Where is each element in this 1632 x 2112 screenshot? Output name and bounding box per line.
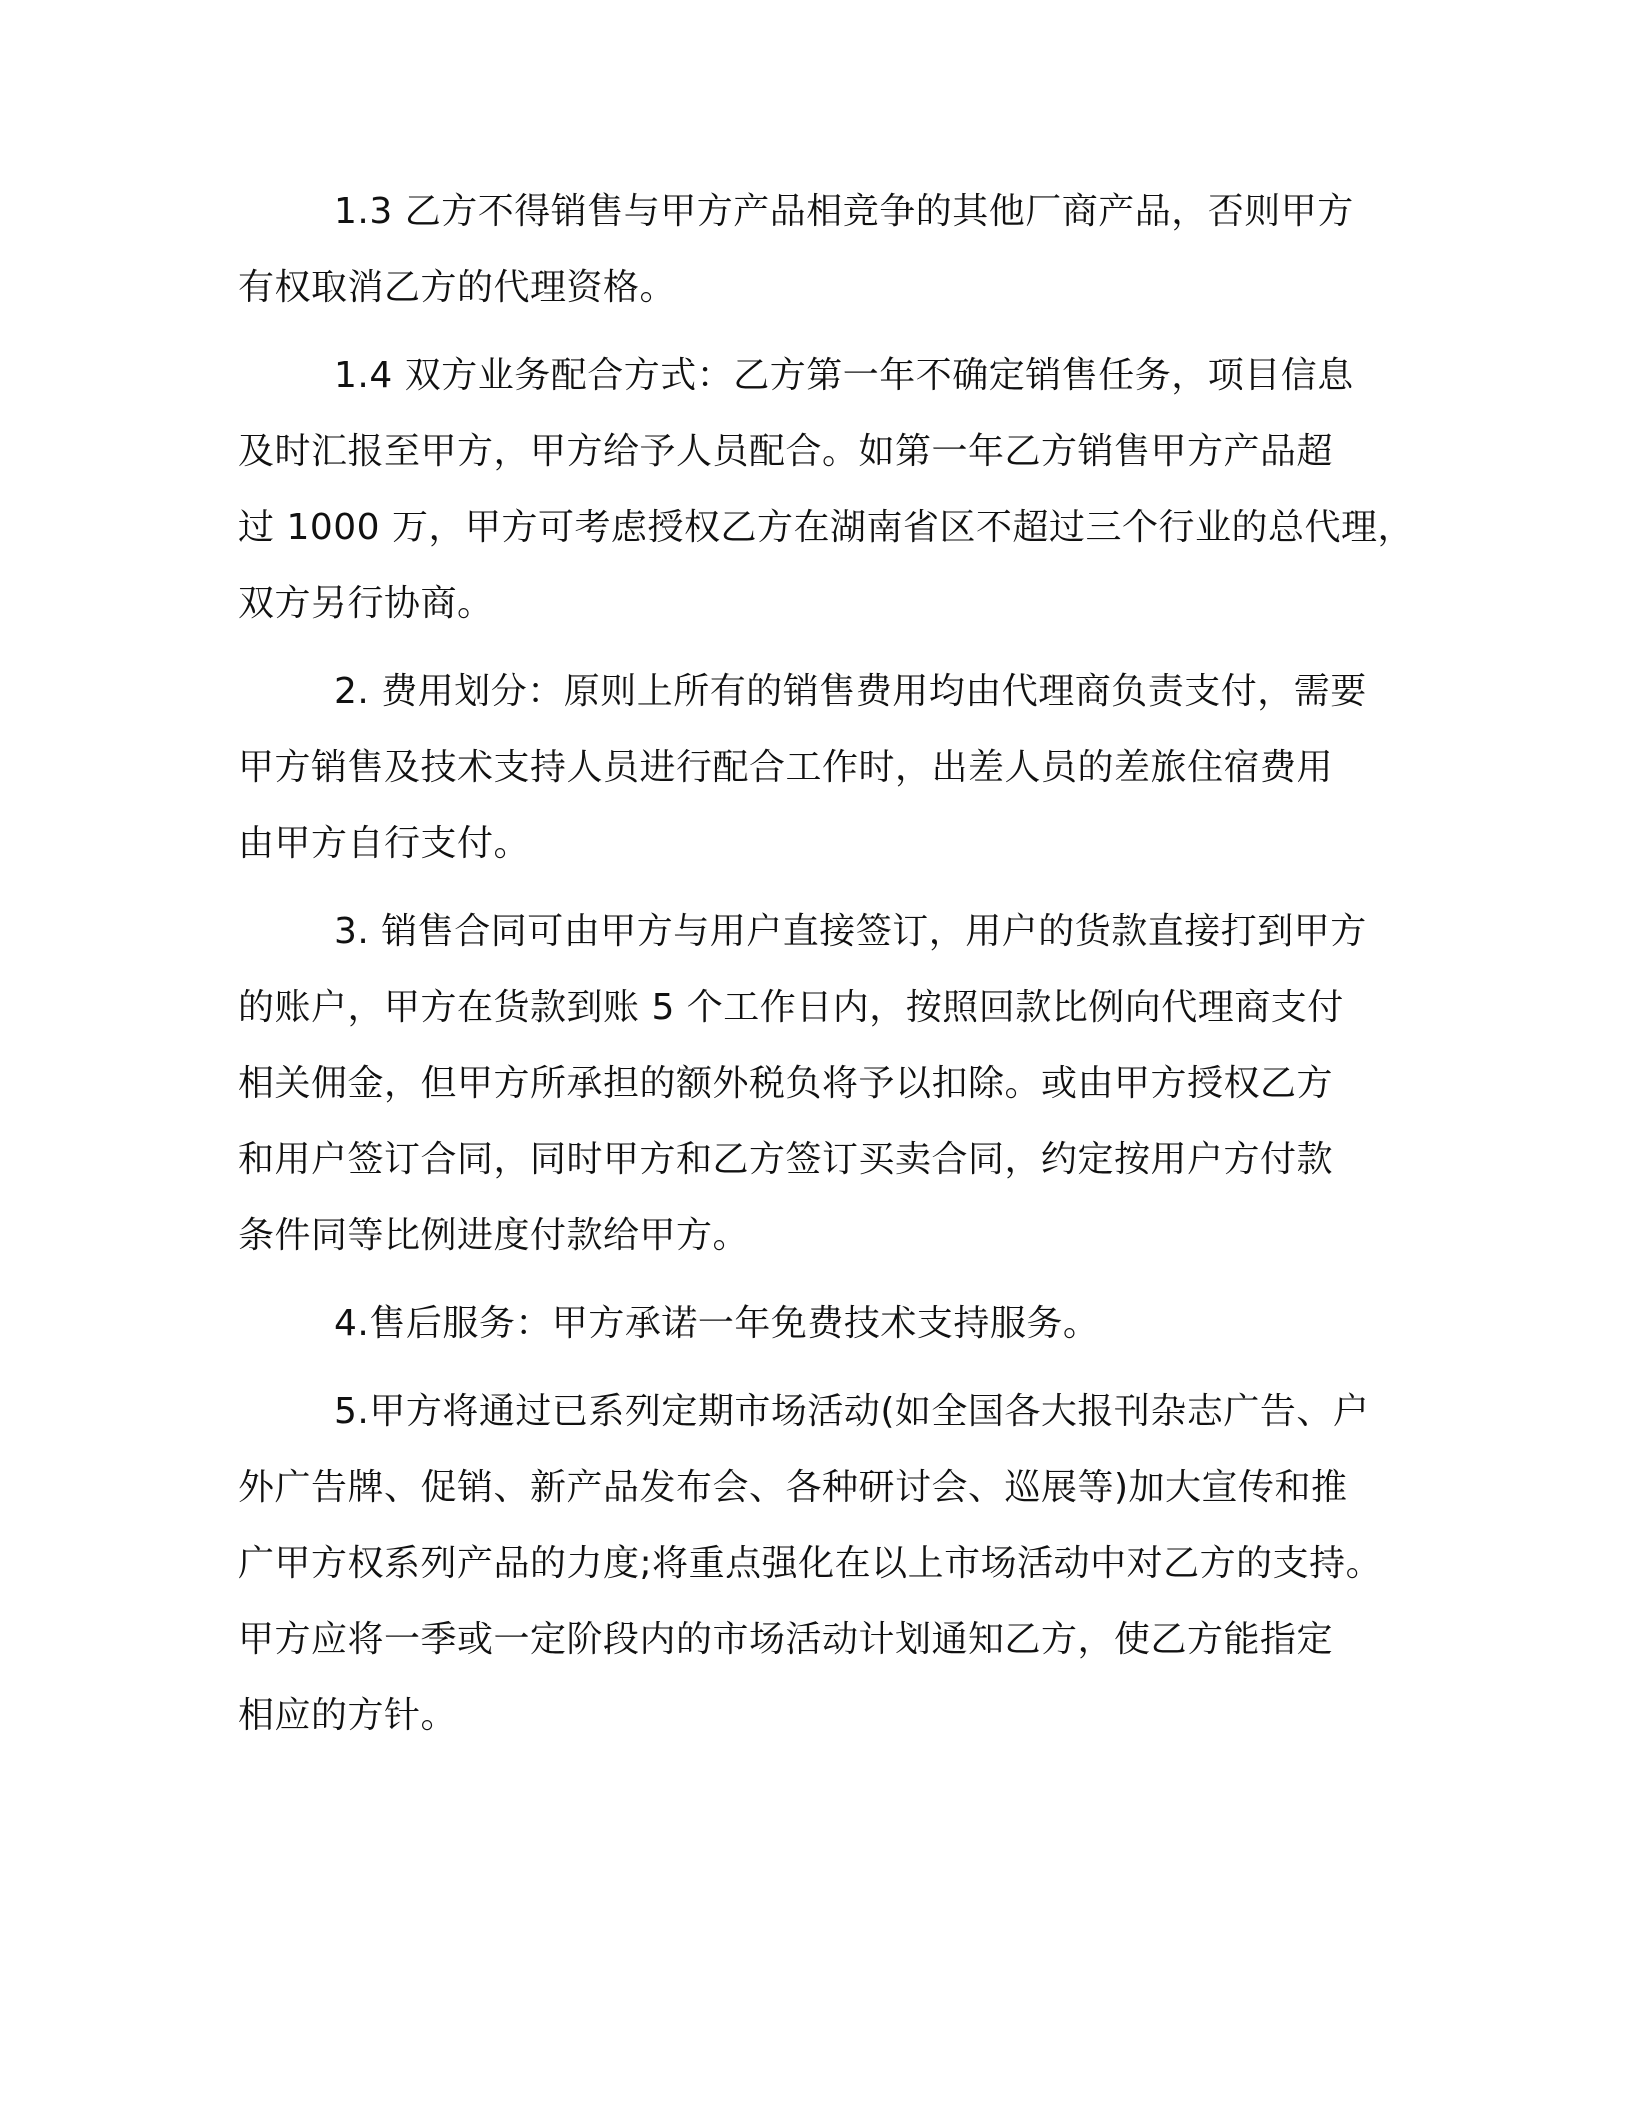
paragraph-line: 的账户，甲方在货款到账 5 个工作日内，按照回款比例向代理商支付 — [238, 987, 1344, 1028]
paragraph-1-3 — [238, 190, 1398, 310]
paragraph-4 — [238, 1302, 1398, 1346]
paragraph-line: 相关佣金，但甲方所承担的额外税负将予以扣除。或由甲方授权乙方 — [238, 1063, 1334, 1104]
paragraph-line: 甲方销售及技术支持人员进行配合工作时，出差人员的差旅住宿费用 — [238, 747, 1334, 788]
paragraph-1-4 — [238, 354, 1415, 626]
paragraph-line: 相应的方针。 — [238, 1695, 458, 1736]
paragraph-line: 5.甲方将通过已系列定期市场活动(如全国各大报刊杂志广告、户 — [334, 1391, 1370, 1432]
paragraph-line: 及时汇报至甲方，甲方给予人员配合。如第一年乙方销售甲方产品超 — [238, 431, 1334, 472]
paragraph-line: 有权取消乙方的代理资格。 — [238, 267, 677, 308]
paragraph-line: 外广告牌、促销、新产品发布会、各种研讨会、巡展等)加大宣传和推 — [238, 1467, 1348, 1508]
paragraph-line: 条件同等比例进度付款给甲方。 — [238, 1215, 750, 1256]
paragraph-line: 2. 费用划分：原则上所有的销售费用均由代理商负责支付，需要 — [334, 671, 1367, 712]
paragraph-line: 3. 销售合同可由甲方与用户直接签订，用户的货款直接打到甲方 — [334, 911, 1367, 952]
paragraph-line: 1.3 乙方不得销售与甲方产品相竞争的其他厂商产品，否则甲方 — [334, 191, 1354, 232]
paragraph-line: 由甲方自行支付。 — [238, 823, 531, 864]
paragraph-line: 过 1000 万，甲方可考虑授权乙方在湖南省区不超过三个行业的总代理， — [238, 507, 1415, 548]
paragraph-5 — [238, 1390, 1398, 1738]
paragraph-line: 1.4 双方业务配合方式：乙方第一年不确定销售任务，项目信息 — [334, 355, 1354, 396]
paragraph-3 — [238, 910, 1398, 1258]
paragraph-line: 4.售后服务：甲方承诺一年免费技术支持服务。 — [334, 1303, 1100, 1344]
paragraph-2 — [238, 670, 1398, 866]
paragraph-line: 甲方应将一季或一定阶段内的市场活动计划通知乙方，使乙方能指定 — [238, 1619, 1334, 1660]
paragraph-line: 广甲方权系列产品的力度;将重点强化在以上市场活动中对乙方的支持。 — [238, 1543, 1383, 1584]
paragraph-line: 和用户签订合同，同时甲方和乙方签订买卖合同，约定按用户方付款 — [238, 1139, 1334, 1180]
document-body — [238, 190, 1415, 1738]
paragraph-line: 双方另行协商。 — [238, 583, 494, 624]
